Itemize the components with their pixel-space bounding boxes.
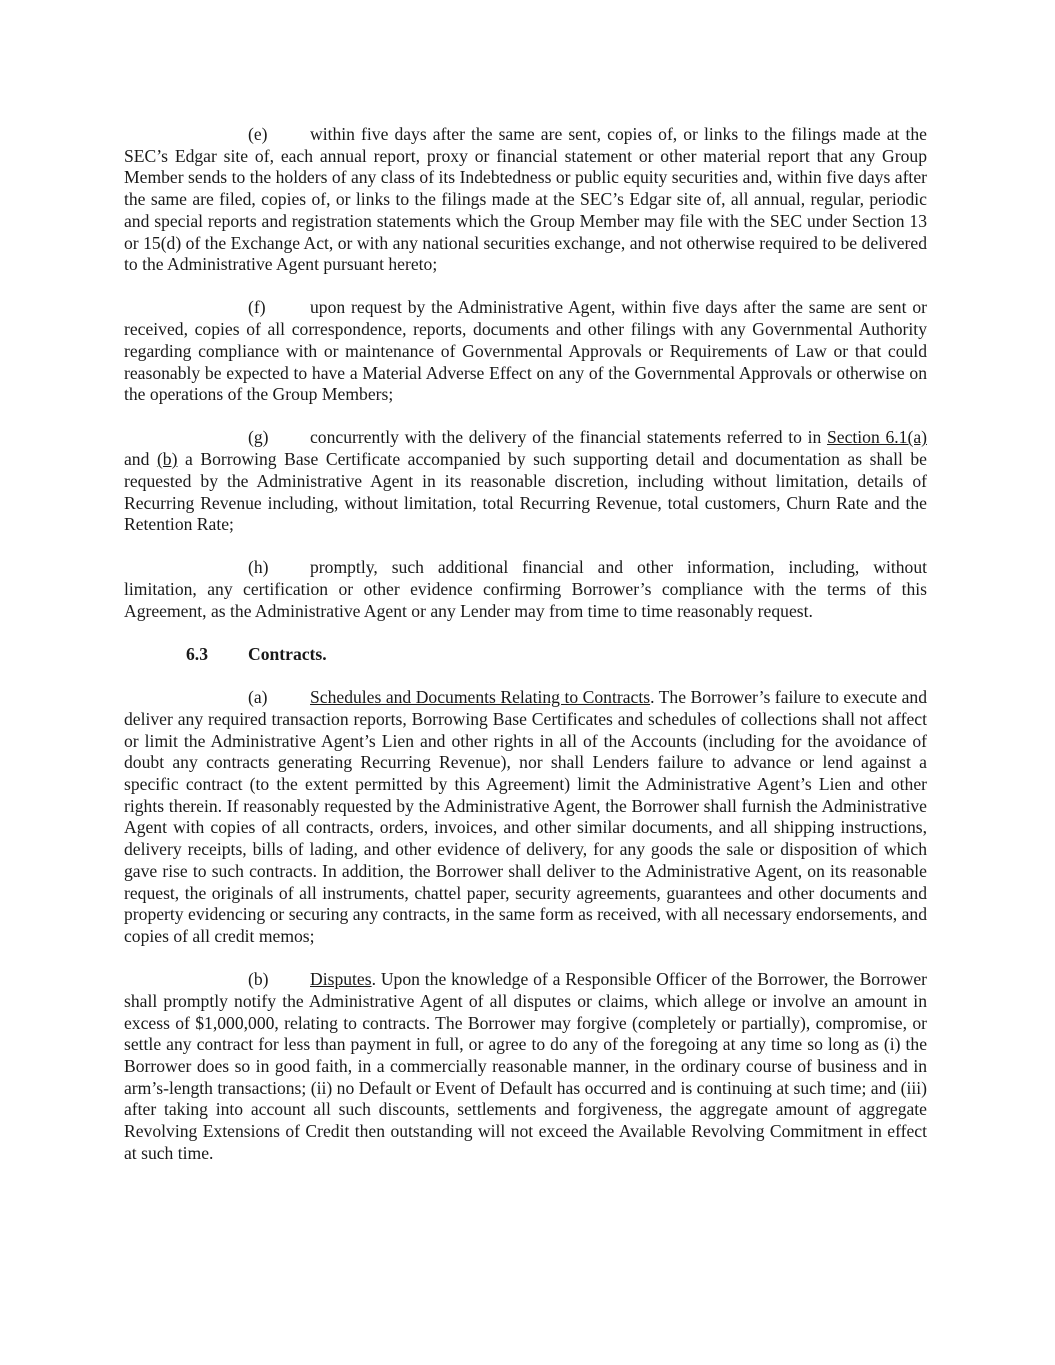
contracts-paragraph-a: [124, 687, 927, 947]
paragraph-text: promptly, such additional financial and other information, including, without limitation, any certification or other evidence confirming Borrower’s compliance with the terms of this Agreement, as the Administrative Agent or any Lender may from time to time reasonably request.: [124, 557, 927, 621]
conjunction: and: [124, 449, 150, 470]
paragraph-label: (h): [248, 557, 269, 578]
section-reference: (b): [156, 449, 178, 470]
paragraph-f: [124, 297, 927, 406]
paragraph-label: (a): [248, 687, 268, 708]
paragraph-text: . Upon the knowledge of a Responsible Officer of the Borrower, the Borrower shall promptly notify the Administrative Agent of all disputes or claims, which allege or involve an amount in excess of $1,000,000, relating to contracts. The Borrower may forgive (completely or partially), compromise, or settle any contract for less than payment in full, or agree to do any of the foregoing at any time so long as (i) the Borrower does so in good faith, in a commercially reasonable manner, in the ordinary course of business and in arm’s-length transactions; (ii) no Default or Event of Default has occurred and is continuing at such time; and (iii) after taking into account all such discounts, settlements and forgiveness, the aggregate amount of aggregate Revolving Extensions of Credit then outstanding will not exceed the Available Revolving Commitment in effect at such time.: [124, 969, 927, 1163]
paragraph-text: within five days after the same are sent, copies of, or links to the filings made at the SEC’s Edgar site of, each annual report, proxy or financial statement or other material report that any Group Member sends to the holders of any class of its Indebtedness or public equity securities and, within five days after the same are filed, copies of, or links to the filings made at the SEC’s Edgar site of, all annual, regular, periodic and special reports and registration statements which the Group Member may file with the SEC under Section 13 or 15(d) of the Exchange Act, or with any national securities exchange, and not otherwise required to be delivered to the Administrative Agent pursuant hereto;: [124, 124, 927, 275]
contracts-paragraph-b: [124, 969, 927, 1164]
section-reference: Section 6.1(a): [827, 427, 927, 448]
document-page: [124, 124, 927, 1186]
section-heading: [124, 644, 927, 666]
paragraph-text: upon request by the Administrative Agent, within five days after the same are sent or received, copies of all correspondence, reports, documents and other filings with any Governmental Authority regarding compliance with or maintenance of Governmental Approvals or Requirements of Law or that could reasonably be expected to have a Material Adverse Effect on any of the Governmental Approvals or otherwise on the operations of the Group Members;: [124, 297, 927, 405]
paragraph-g: [124, 427, 927, 536]
paragraph-text: . The Borrower’s failure to execute and deliver any required transaction reports, Borrowing Base Certificates and schedules of collections shall not affect or limit the Administrative Agent’s Lien and other rights in all of the Accounts (including for the avoidance of doubt any contracts generating Recurring Revenue), nor shall Lenders failure to advance or lend against a specific contract (to the extent permitted by this Agreement) limit the Administrative Agent’s Lien and other rights therein. If reasonably requested by the Administrative Agent, the Borrower shall furnish the Administrative Agent with copies of all contracts, orders, invoices, and other similar documents, and all shipping instructions, delivery receipts, bills of lading, and other evidence of delivery, for any goods the sale or disposition of which gave rise to such contracts. In addition, the Borrower shall deliver to the Administrative Agent, on its reasonable request, the originals of all instruments, chattel paper, security agreements, guarantees and other documents and property evidencing or securing any contracts, in the same form as received, with all necessary endorsements, and copies of all credit memos;: [124, 687, 927, 946]
paragraph-text: concurrently with the delivery of the financial statements referred to in: [310, 427, 822, 448]
section-number: 6.3: [186, 644, 208, 665]
paragraph-heading: Disputes: [310, 969, 372, 990]
paragraph-text: a Borrowing Base Certificate accompanied by such supporting detail and documentation as shall be requested by the Administrative Agent in its reasonable discretion, including without limitation, details of Recurring Revenue including, without limitation, total Recurring Revenue, total customers, Churn Rate and the Retention Rate;: [124, 449, 927, 535]
section-title: Contracts.: [248, 644, 327, 665]
paragraph-label: (g): [248, 427, 269, 448]
paragraph-e: [124, 124, 927, 276]
paragraph-label: (f): [248, 297, 266, 318]
paragraph-label: (e): [248, 124, 268, 144]
paragraph-h: [124, 557, 927, 622]
paragraph-heading: Schedules and Documents Relating to Contracts: [310, 687, 651, 708]
paragraph-label: (b): [248, 969, 269, 990]
